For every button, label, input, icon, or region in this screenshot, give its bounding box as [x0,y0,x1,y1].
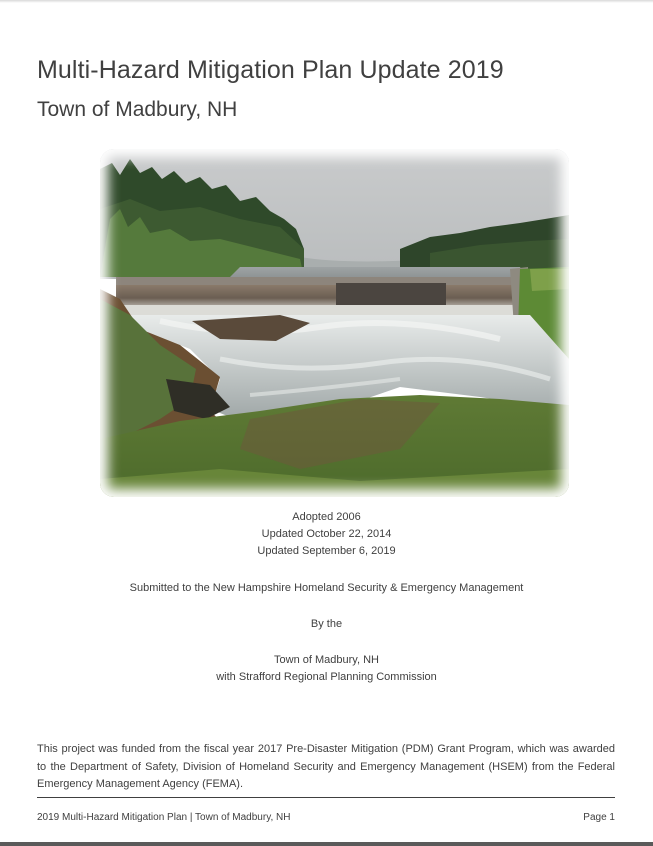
revision-dates [0,509,653,560]
submission-note [0,580,653,597]
page-top-edge [0,0,653,3]
authors-block [0,652,653,686]
footer-divider [37,797,615,798]
author-commission: with Strafford Regional Planning Commission [216,671,437,683]
cover-photo [100,149,569,497]
footer-document-name: 2019 Multi-Hazard Mitigation Plan | Town of Madbury, NH [37,812,291,823]
updated-date-2014: Updated October 22, 2014 [261,528,392,540]
document-title: Multi-Hazard Mitigation Plan Update 2019 [37,56,504,84]
funding-statement: This project was funded from the fiscal year 2017 Pre-Disaster Mitigation (PDM) Grant Program, which was awarded to the Department of Safety, Division of Homeland Security and Emergency Management (HSEM) from the Federal Emergency Management Agency (FEMA). [37,743,615,790]
by-the-line [0,616,653,633]
page-bottom-edge [0,842,653,846]
updated-date-2019: Updated September 6, 2019 [257,545,396,557]
by-the-text: By the [310,618,343,630]
author-town: Town of Madbury, NH [274,654,379,666]
adopted-date: Adopted 2006 [292,511,361,523]
submitted-to-text: Submitted to the New Hampshire Homeland Security & Emergency Management [129,582,524,594]
document-subtitle: Town of Madbury, NH [37,98,238,121]
dam-spillway-photo [100,149,569,497]
footer-page-number: Page 1 [583,812,615,823]
